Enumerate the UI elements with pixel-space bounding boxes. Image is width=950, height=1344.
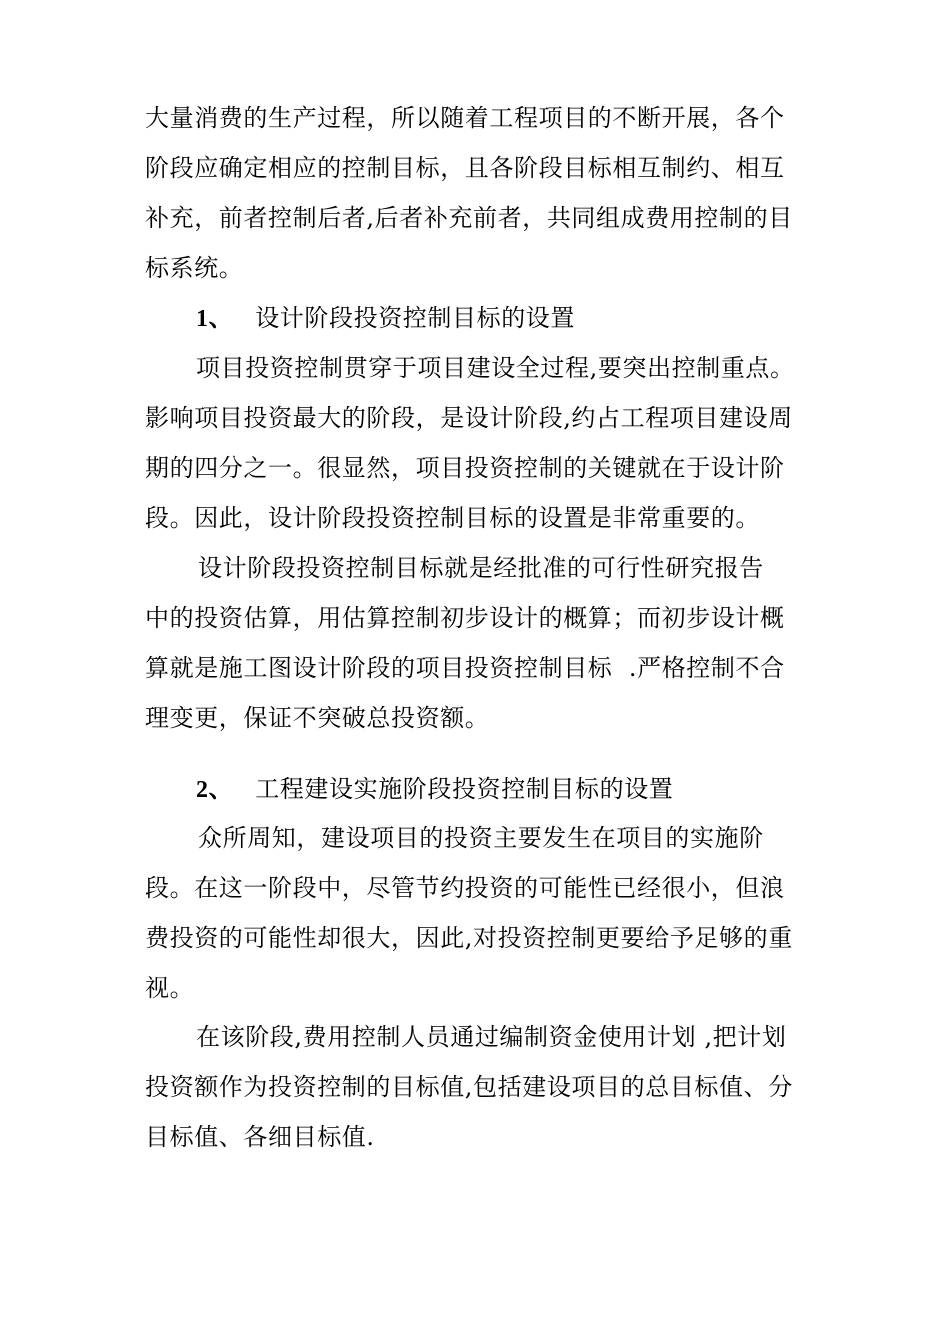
paragraph-1-line-3: 补充，前者控制后者,后者补充前者，共同组成费用控制的目	[145, 204, 793, 232]
section-2-number: 2、	[196, 777, 234, 803]
paragraph-1-line-4: 标系统。	[145, 254, 244, 282]
section-1-para-a-line-2: 影响项目投资最大的阶段，是设计阶段,约占工程项目建设周	[145, 404, 793, 432]
section-1-para-b-line-3: 算就是施工图设计阶段的项目投资控制目标 .严格控制不合	[145, 654, 785, 682]
section-1-para-b-line-1: 设计阶段投资控制目标就是经批准的可行性研究报告	[198, 554, 764, 582]
section-2-para-a-line-1: 众所周知，建设项目的投资主要发生在项目的实施阶	[198, 824, 764, 852]
section-2-para-b-line-1: 在该阶段,费用控制人员通过编制资金使用计划 ,把计划	[196, 1023, 787, 1051]
section-1-heading	[196, 303, 575, 334]
section-1-para-a-line-4: 段。因此，设计阶段投资控制目标的设置是非常重要的。	[145, 504, 760, 532]
section-1-para-b-line-2: 中的投资估算，用估算控制初步设计的概算；而初步设计概	[145, 604, 785, 632]
section-2-para-b-line-2: 投资额作为投资控制的目标值,包括建设项目的总目标值、分	[145, 1073, 793, 1101]
section-2-title: 工程建设实施阶段投资控制目标的设置	[255, 775, 674, 803]
section-1-number: 1、	[196, 306, 234, 332]
section-2-para-a-line-2: 段。在这一阶段中，尽管节约投资的可能性已经很小，但浪	[145, 874, 785, 902]
section-2-heading	[196, 774, 673, 805]
section-1-title: 设计阶段投资控制目标的设置	[255, 304, 576, 332]
section-1-para-a-line-3: 期的四分之一。很显然，项目投资控制的关键就在于设计阶	[145, 454, 785, 482]
paragraph-1-line-2: 阶段应确定相应的控制目标，且各阶段目标相互制约、相互	[145, 154, 785, 182]
section-2-para-a-line-4: 视。	[145, 974, 195, 1002]
section-1-para-a-line-1: 项目投资控制贯穿于项目建设全过程,要突出控制重点。	[196, 354, 795, 382]
section-2-para-a-line-3: 费投资的可能性却很大，因此,对投资控制更要给予足够的重	[145, 924, 793, 952]
section-1-para-b-line-4: 理变更，保证不突破总投资额。	[145, 704, 490, 732]
section-2-para-b-line-3: 目标值、各细目标值.	[145, 1123, 375, 1151]
paragraph-1-line-1: 大量消费的生产过程，所以随着工程项目的不断开展，各个	[145, 104, 785, 132]
